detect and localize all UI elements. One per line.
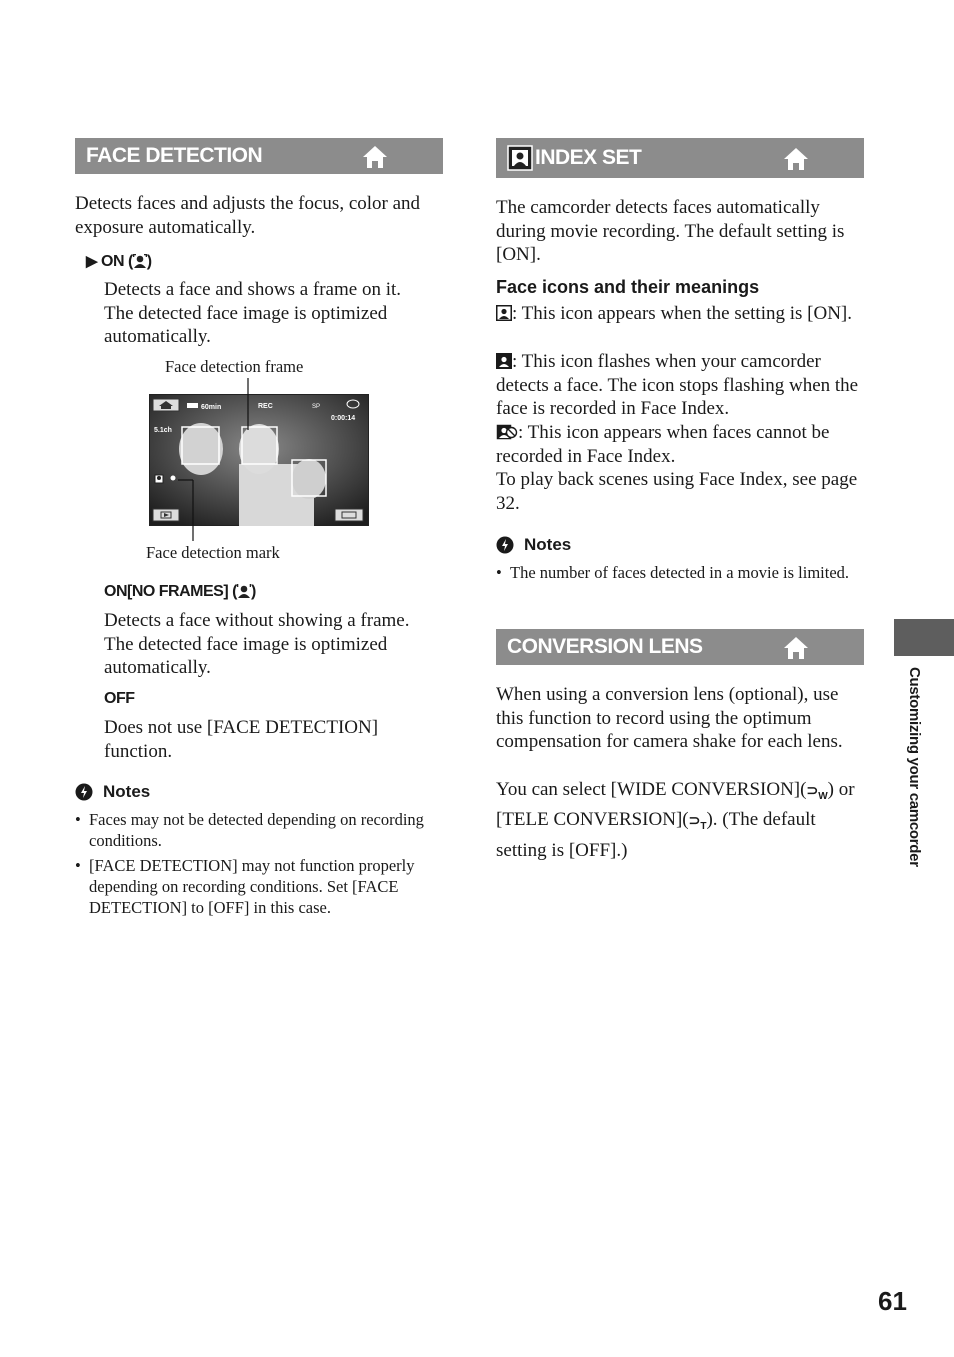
left-notes-heading: Notes xyxy=(75,782,150,802)
notes-icon xyxy=(75,783,93,801)
wide-conversion-icon: $⊃_W$ xyxy=(806,782,828,802)
index-set-title: INDEX SET xyxy=(535,146,642,169)
face-detect-noframes-icon xyxy=(237,584,251,598)
index-set-icon xyxy=(507,145,533,171)
chapter-tab xyxy=(894,619,954,656)
left-note-1: • Faces may not be detected depending on recording conditions. xyxy=(75,809,439,851)
face-index-unavailable-icon xyxy=(496,424,518,440)
playback-text: To play back scenes using Face Index, see page 32. xyxy=(496,469,858,514)
screen-rec: REC xyxy=(258,403,273,410)
chapter-label: Customizing your camcorder xyxy=(906,667,923,867)
screen-time: 0:00:14 xyxy=(331,415,356,422)
home-icon[interactable] xyxy=(783,636,809,660)
conversion-lens-options: You can select [WIDE $CONVERSION](⊃_W)$ or [TELE $CONVERSION](⊃_T)$. (The default setting is [OFF].) xyxy=(496,779,855,861)
face-detection-title: FACE DETECTION xyxy=(86,144,263,167)
conversion-lens-title: CONVERSION LENS xyxy=(507,635,703,658)
option-off-desc: Does not use [FACE DETECTION] function. xyxy=(104,717,379,762)
index-set-intro: The camcorder detects faces automatically during movie recording. The default setting is [ON]. xyxy=(496,197,845,265)
icon1-desc: : This icon appears when the setting is [ON]. xyxy=(496,302,864,326)
option-on-label: ▶ ON ( ) xyxy=(86,253,152,270)
caption-face-mark: Face detection mark xyxy=(146,543,280,562)
conversion-lens-header xyxy=(496,629,864,665)
screen-battery: 60min xyxy=(201,404,222,411)
default-arrow-icon: ▶ xyxy=(86,253,98,270)
page-number: 61 xyxy=(878,1286,907,1316)
face-icons-heading: Face icons and their meanings xyxy=(496,277,760,297)
notes-icon xyxy=(496,536,514,554)
face-index-detect-icon xyxy=(496,353,512,369)
face-detection-intro: Detects faces and adjusts the focus, color and exposure automatically. xyxy=(75,193,421,238)
home-icon[interactable] xyxy=(783,147,809,171)
right-notes-heading: Notes xyxy=(496,535,571,555)
index-set-header xyxy=(496,138,864,178)
left-note-2: • [FACE DETECTION] may not function properly depending on recording conditions. Set [FACE DETECTION] to [OFF] in this case. xyxy=(75,855,457,918)
tele-conversion-icon: $⊃_T$ xyxy=(688,812,707,833)
caption-face-frame: Face detection frame xyxy=(165,357,304,376)
face-index-on-icon xyxy=(496,305,512,321)
right-note-1: • The number of faces detected in a movie is limited. xyxy=(496,562,850,583)
option-off-label: OFF xyxy=(104,690,135,707)
option-on-desc: Detects a face and shows a frame on it. The detected face image is optimized automatically. xyxy=(104,279,402,347)
screen-audio: 5.1ch xyxy=(154,427,172,434)
conversion-lens-desc: When using a conversion lens (optional), use this function to record using the optimum compensation for camera shake for each lens. xyxy=(496,684,843,752)
option-noframes-label: ON[NO FRAMES] ( ) xyxy=(104,583,256,600)
icon3-desc: : This icon appears when faces cannot be recorded in Face Index. xyxy=(496,422,830,467)
screen-sp: SP xyxy=(312,404,321,410)
icon2-desc: : This icon flashes when your camcorder detects a face. The icon stops flashing when the face is recorded in Face Index. xyxy=(496,351,859,419)
option-noframes-desc: Detects a face without showing a frame. The detected face image is optimized automatically. xyxy=(104,610,410,678)
